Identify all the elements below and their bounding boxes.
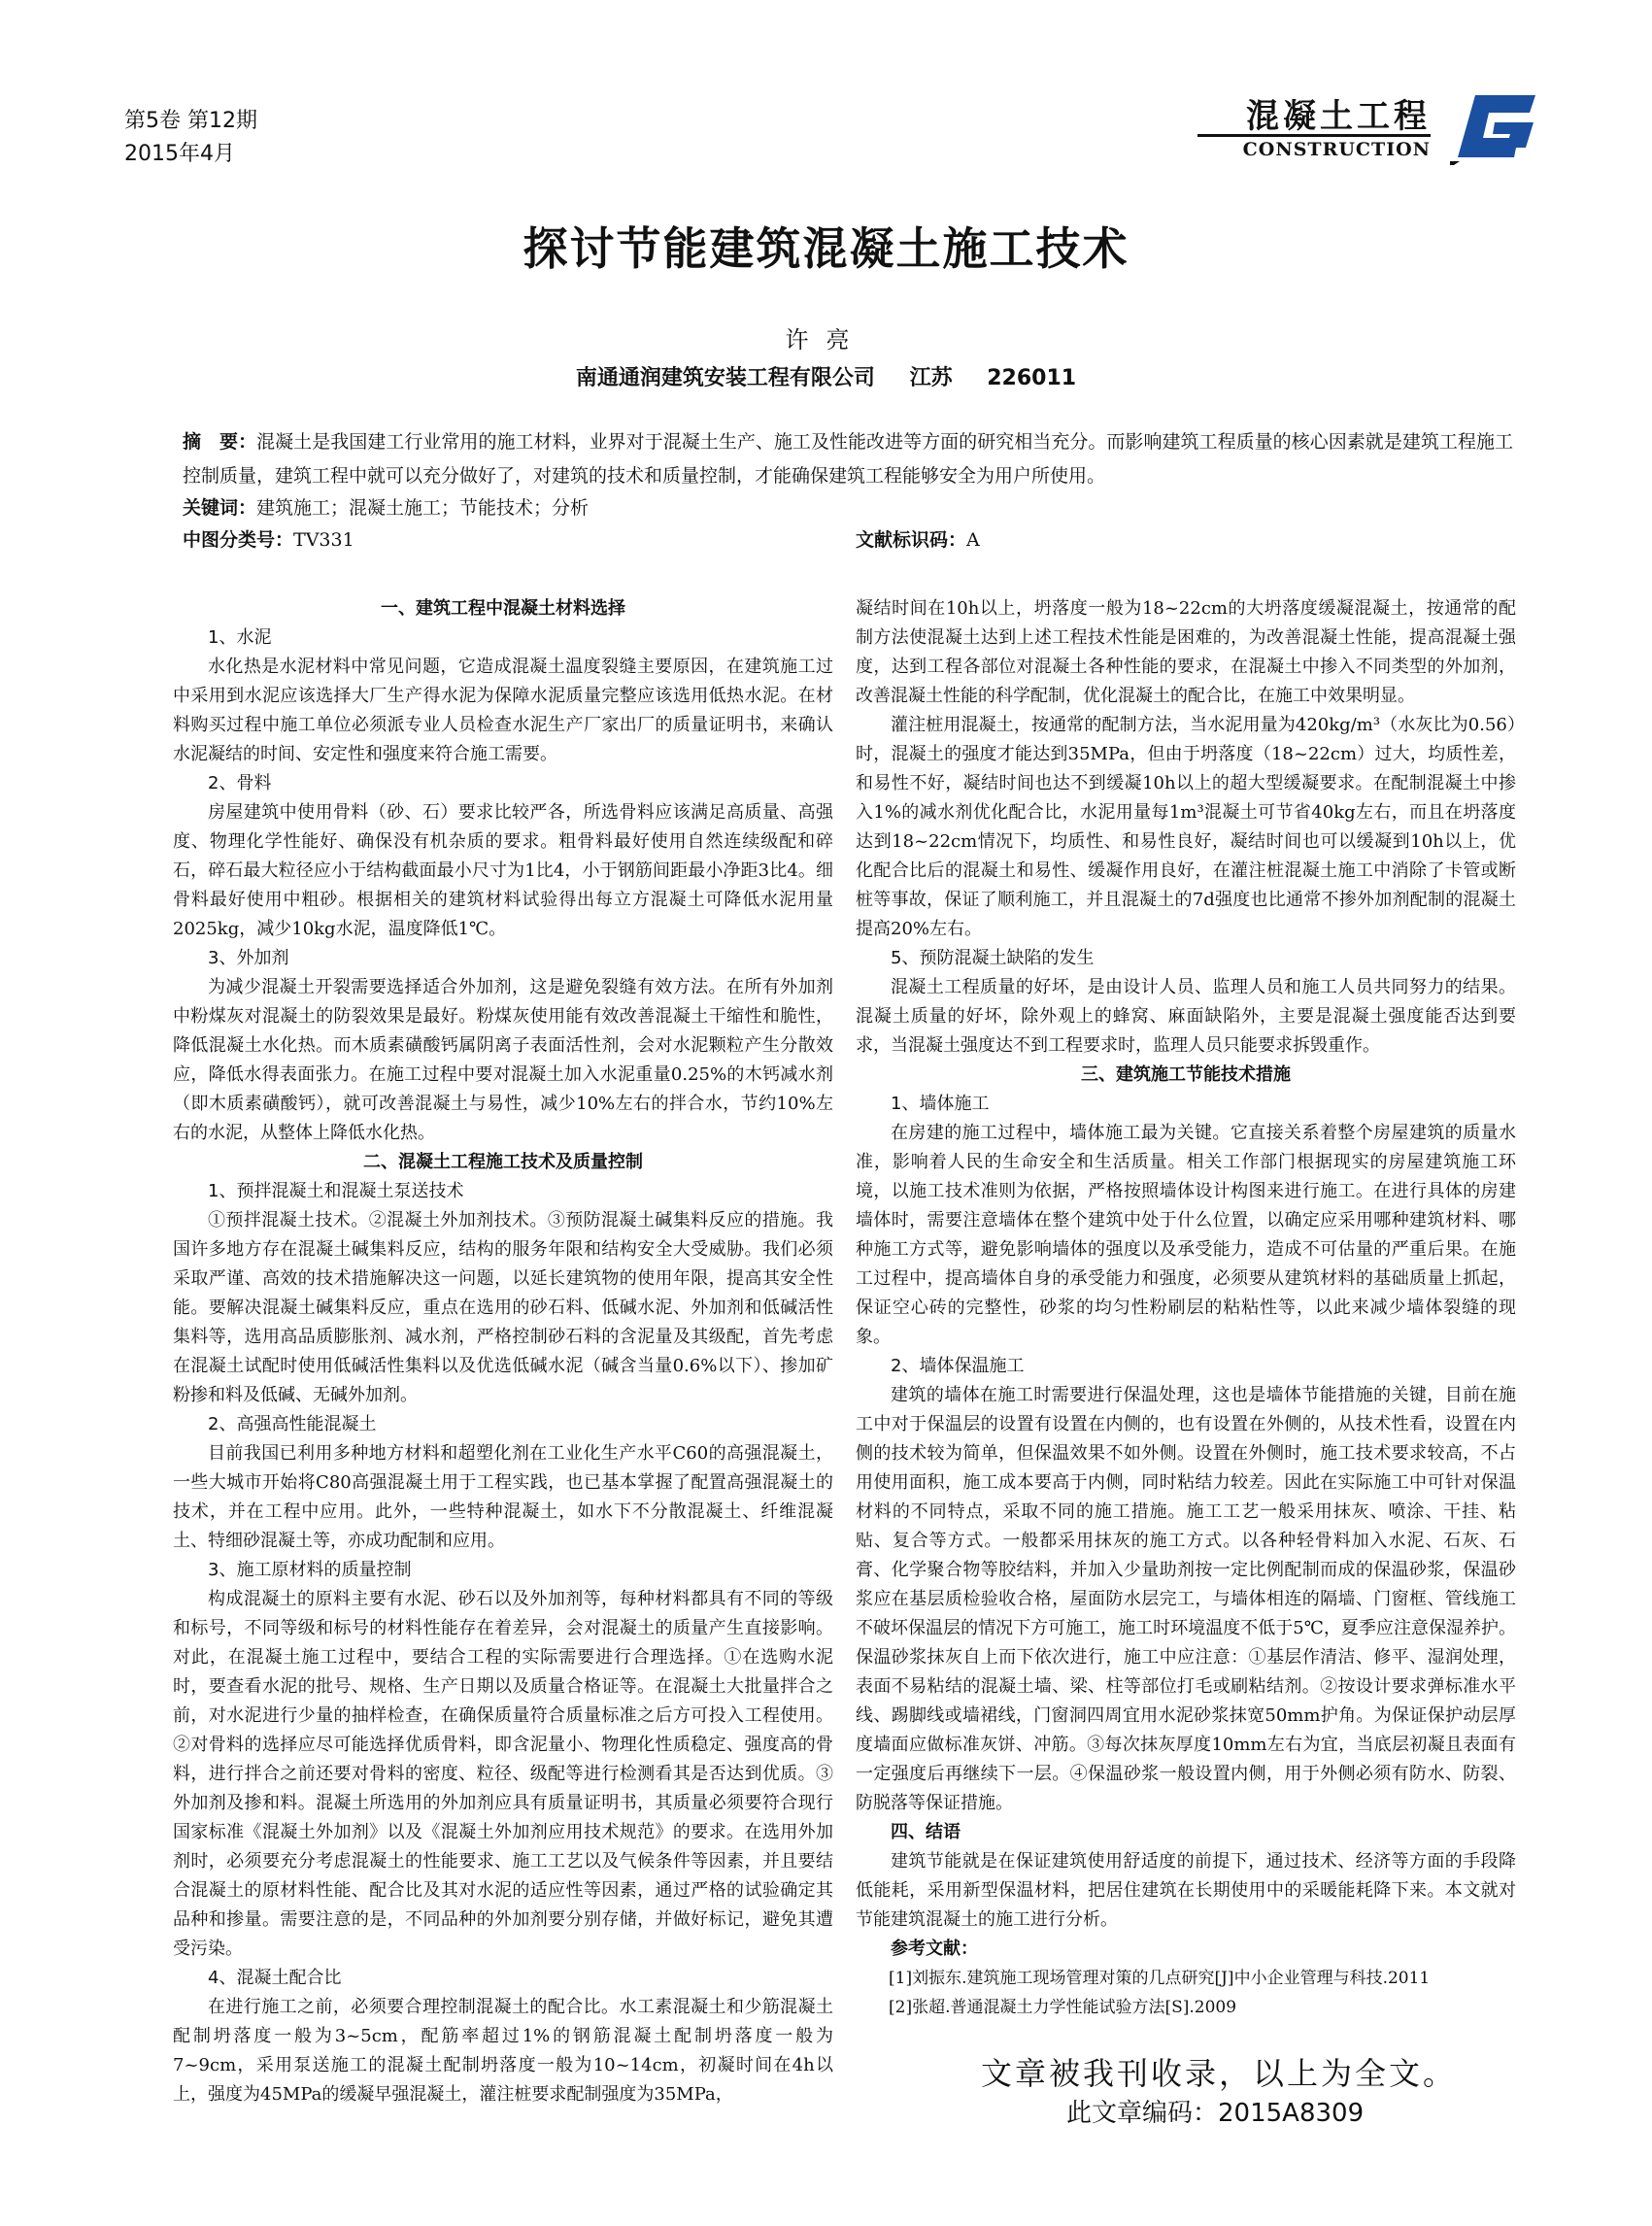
affiliation-name: 南通通润建筑安装工程有限公司 [575, 366, 875, 390]
section-heading: 二、混凝土工程施工技术及质量控制 [363, 1152, 643, 1172]
keywords [183, 492, 589, 523]
paragraph: ①预拌混凝土技术。②混凝土外加剂技术。③预防混凝土碱集料反应的措施。我国许多地方存在混凝土碱集料反应，结构的服务年限和结构安全大受威胁。我们必须采取严谨、高效的技术措施解决这一问题，以延长建筑物的使用年限，提高其安全性能。要解决混凝土碱集料反应，重点在选用的砂石料、低碱水泥、外加剂和低碱活性集料等，选用高品质膨胀剂、减水剂，严格控制砂石料的含泥量及其级配，首先考虑在混凝土试配时使用低碱活性集料以及优选低碱水泥（碱含当量0.6%以下）、掺加矿粉掺和料及低碱、无碱外加剂。 [173, 1210, 833, 1405]
keywords-text: 建筑施工；混凝土施工；节能技术；分析 [256, 497, 590, 519]
journal-english-name: CONSTRUCTION [1197, 134, 1431, 160]
subsection-heading: 2、骨料 [208, 773, 272, 793]
paragraph: 构成混凝土的原料主要有水泥、砂石以及外加剂等，每种材料都具有不同的等级和标号，不同等级和标号的材料性能存在着差异，会对混凝土的质量产生直接影响。对此，在混凝土施工过程中，要结合工程的实际需要进行合理选择。①在选购水泥时，要查看水泥的批号、规格、生产日期以及质量合格证等。在混凝土大批量拌合之前，对水泥进行少量的抽样检查，在确保质量符合质量标准之后方可投入工程使用。②对骨料的选择应尽可能选择优质骨料，即含泥量小、物理化性质稳定、强度高的骨料，进行拌合之前还要对骨料的密度、粒径、级配等进行检测看其是否达到优质。③外加剂及掺和料。混凝土所选用的外加剂应具有质量证明书，其质量必须要符合现行国家标准《混凝土外加剂》以及《混凝土外加剂应用技术规范》的要求。在选用外加剂时，必须要充分考虑混凝土的性能要求、施工工艺以及气候条件等因素，并且要结合混凝土的原材料性能、配合比及其对水泥的适应性等因素，通过严格的试验确定其品种和掺量。需要注意的是，不同品种的外加剂要分别存储，并做好标记，避免其遭受污染。 [173, 1589, 833, 1959]
paragraph: 目前我国已利用多种地方材料和超塑化剂在工业化生产水平C60的高强混凝土，一些大城市开始将C80高强混凝土用于工程实践，也已基本掌握了配置高强混凝土的技术，并在工程中应用。此外，一些特种混凝土，如水下不分散混凝土、纤维混凝土、特细砂混凝土等，亦成功配制和应用。 [173, 1443, 833, 1551]
footer-note: 文章被我刊收录，以上为全文。 [981, 2055, 1458, 2092]
article-author: 许亮 [785, 326, 867, 354]
paragraph: 灌注桩用混凝土，按通常的配制方法，当水泥用量为420kg/m³（水灰比为0.56）时，混凝土的强度才能达到35MPa，但由于坍落度（18~22cm）过大，均质性差，和易性不好，凝结时间也达不到缓凝10h以上的超大型缓凝要求。在配制混凝土中掺入1%的减水剂优化配合比，水泥用量每1m³混凝土可节省40kg左右，而且在坍落度达到18~22cm情况下，均质性、和易性良好，凝结时间也可以缓凝到10h以上，优化配合比后的混凝土和易性、缓凝作用良好，在灌注桩混凝土施工中消除了卡管或断桩等事故，保证了顺利施工，并且混凝土的7d强度也比通常不掺外加剂配制的混凝土提高20%左右。 [856, 715, 1516, 939]
paragraph: 凝结时间在10h以上，坍落度一般为18~22cm的大坍落度缓凝混凝土，按通常的配制方法使混凝土达到上述工程技术性能是困难的，为改善混凝土性能，提高混凝土强度，达到工程各部位对混凝土各种性能的要求，在混凝土中掺入不同类型的外加剂，改善混凝土性能的科学配制，优化混凝土的配合比，在施工中效果明显。 [856, 598, 1516, 706]
clc-value: TV331 [293, 529, 354, 551]
section-heading: 一、建筑工程中混凝土材料选择 [381, 598, 625, 619]
clc-number [183, 524, 354, 556]
subsection-heading: 2、高强高性能混凝土 [208, 1414, 377, 1434]
subsection-heading: 1、预拌混凝土和混凝土泵送技术 [208, 1181, 464, 1201]
article-title: 探讨节能建筑混凝土施工技术 [523, 222, 1129, 275]
subsection-heading: 4、混凝土配合比 [208, 1968, 342, 1988]
journal-logo-icon [1450, 87, 1537, 165]
keywords-label: 关键词： [183, 497, 257, 519]
references-heading: 参考文献： [891, 1939, 978, 1959]
reference-item: [2]张超.普通混凝土力学性能试验方法[S].2009 [889, 1998, 1237, 2017]
abstract-label: 摘 要： [183, 431, 257, 453]
paragraph: 水化热是水泥材料中常见问题，它造成混凝土温度裂缝主要原因，在建筑施工过中采用到水泥应该选择大厂生产得水泥为保障水泥质量完整应该选用低热水泥。在材料购买过程中施工单位必须派专业人员检查水泥生产厂家出厂的质量证明书，来确认水泥凝结的时间、安定性和强度来符合施工需要。 [173, 657, 833, 764]
volume-issue: 第5卷 第12期 [124, 109, 257, 133]
subsection-heading: 3、施工原材料的质量控制 [208, 1560, 412, 1580]
subsection-heading: 1、墙体施工 [891, 1094, 990, 1114]
affiliation-postcode: 226011 [987, 366, 1077, 390]
paragraph: 混凝土工程质量的好坏，是由设计人员、监理人员和施工人员共同努力的结果。混凝土质量的好坏，除外观上的蜂窝、麻面缺陷外，主要是混凝土强度能否达到要求，当混凝土强度达不到工程要求时，监理人员只能要求拆毁重作。 [856, 977, 1516, 1056]
issue-info [124, 105, 257, 171]
body-right-column [856, 594, 1516, 2022]
body-left-column [173, 594, 833, 2109]
section-heading: 四、结语 [891, 1822, 961, 1842]
doc-code-label: 文献标识码： [856, 529, 967, 551]
journal-masthead [1197, 87, 1537, 165]
subsection-heading: 3、外加剂 [208, 948, 289, 968]
reference-item: [1]刘振东.建筑施工现场管理对策的几点研究[J]中小企业管理与科技.2011 [889, 1969, 1431, 1988]
affiliation-province: 江苏 [909, 366, 953, 390]
paragraph: 建筑的墙体在施工时需要进行保温处理，这也是墙体节能措施的关键，目前在施工中对于保温层的设置有设置在内侧的，也有设置在外侧的，从技术性看，设置在内侧的技术较为简单，但保温效果不如外侧。设置在外侧时，施工技术要求较高，不占用使用面积，施工成本要高于内侧，同时粘结力较差。因此在实际施工中可针对保温材料的不同特点，采取不同的施工措施。施工工艺一般采用抹灰、喷涂、干挂、粘贴、复合等方式。一般都采用抹灰的施工方式。以各种轻骨料加入水泥、石灰、石膏、化学聚合物等胶结料，并加入少量助剂按一定比例配制而成的保温砂浆，保温砂浆应在基层质检验收合格，屋面防水层完工，与墙体相连的隔墙、门窗框、管线施工不破坏保温层的情况下方可施工，施工时环境温度不低于5℃，夏季应注意保湿养护。保温砂浆抹灰自上而下依次进行，施工中应注意：①基层作清洁、修平、湿润处理，表面不易粘结的混凝土墙、梁、柱等部位打毛或刷粘结剂。②按设计要求弹标准水平线、踢脚线或墙裙线，门窗洞四周宜用水泥砂浆抹宽50mm护角。为保证保护动层厚度墙面应做标准灰饼、冲筋。③每次抹灰厚度10mm左右为宜，当底层初凝且表面有一定强度后再继续下一层。④保温砂浆一般设置内侧，用于外侧必须有防水、防裂、防脱落等保证措施。 [856, 1385, 1516, 1813]
publish-date: 2015年4月 [124, 142, 235, 166]
article-code: 此文章编码：2015A8309 [1066, 2099, 1365, 2128]
clc-label: 中图分类号： [183, 529, 294, 551]
abstract-text: 混凝土是我国建工行业常用的施工材料，业界对于混凝土生产、施工及性能改进等方面的研究相当充分。而影响建筑工程质量的核心因素就是建筑工程施工控制质量，建筑工程中就可以充分做好了，对建筑的技术和质量控制，才能确保建筑工程能够安全为用户所使用。 [183, 431, 1513, 487]
doc-code-value: A [966, 529, 980, 551]
author-affiliation [0, 361, 1652, 391]
abstract [183, 425, 1513, 493]
paragraph: 在进行施工之前，必须要合理控制混凝土的配合比。水工素混凝土和少筋混凝土配制坍落度一般为3~5cm，配筋率超过1%的钢筋混凝土配制坍落度一般为7~9cm，采用泵送施工的混凝土配制坍落度一般为10~14cm，初凝时间在4h以上，强度为45MPa的缓凝早强混凝土，灌注桩要求配制强度为35MPa， [173, 1997, 833, 2105]
paragraph: 为减少混凝土开裂需要选择适合外加剂，这是避免裂缝有效方法。在所有外加剂中粉煤灰对混凝土的防裂效果是最好。粉煤灰使用能有效改善混凝土干缩性和脆性，降低混凝土水化热。而木质素磺酸钙属阴离子表面活性剂，会对水泥颗粒产生分散效应，降低水得表面张力。在施工过程中要对混凝土加入水泥重量0.25%的木钙减水剂（即木质素磺酸钙），就可改善混凝土与易性，减少10%左右的拌合水，节约10%左右的水泥，从整体上降低水化热。 [173, 977, 833, 1143]
subsection-heading: 5、预防混凝土缺陷的发生 [891, 948, 1095, 968]
subsection-heading: 2、墙体保温施工 [891, 1356, 1025, 1376]
document-code [856, 524, 980, 556]
journal-name: 混凝土工程 [1246, 97, 1431, 136]
paragraph: 建筑节能就是在保证建筑使用舒适度的前提下，通过技术、经济等方面的手段降低能耗，采用新型保温材料，把居住建筑在长期使用中的采暖能耗降下来。本文就对节能建筑混凝土的施工进行分析。 [856, 1851, 1516, 1930]
section-heading: 三、建筑施工节能技术措施 [1081, 1064, 1291, 1085]
subsection-heading: 1、水泥 [208, 627, 272, 648]
paragraph: 房屋建筑中使用骨料（砂、石）要求比较严各，所选骨料应该满足高质量、高强度、物理化学性能好、确保没有机杂质的要求。粗骨料最好使用自然连续级配和碎石，碎石最大粒径应小于结构截面最小尺寸为1比4，小于钢筋间距最小净距3比4。细骨料最好使用中粗砂。根据相关的建筑材料试验得出每立方混凝土可降低水泥用量2025kg，减少10kg水泥，温度降低1℃。 [173, 802, 833, 939]
paragraph: 在房建的施工过程中，墙体施工最为关键。它直接关系着整个房屋建筑的质量水准，影响着人民的生命安全和生活质量。相关工作部门根据现实的房屋建筑施工环境，以施工技术准则为依据，严格按照墙体设计构图来进行施工。在进行具体的房建墙体时，需要注意墙体在整个建筑中处于什么位置，以确定应采用哪种建筑材料、哪种施工方式等，避免影响墙体的强度以及承受能力，造成不可估量的严重后果。在施工过程中，提高墙体自身的承受能力和强度，必须要从建筑材料的基础质量上抓起，保证空心砖的完整性，砂浆的均匀性粉刷层的粘粘性等，以此来减少墙体裂缝的现象。 [856, 1123, 1516, 1347]
